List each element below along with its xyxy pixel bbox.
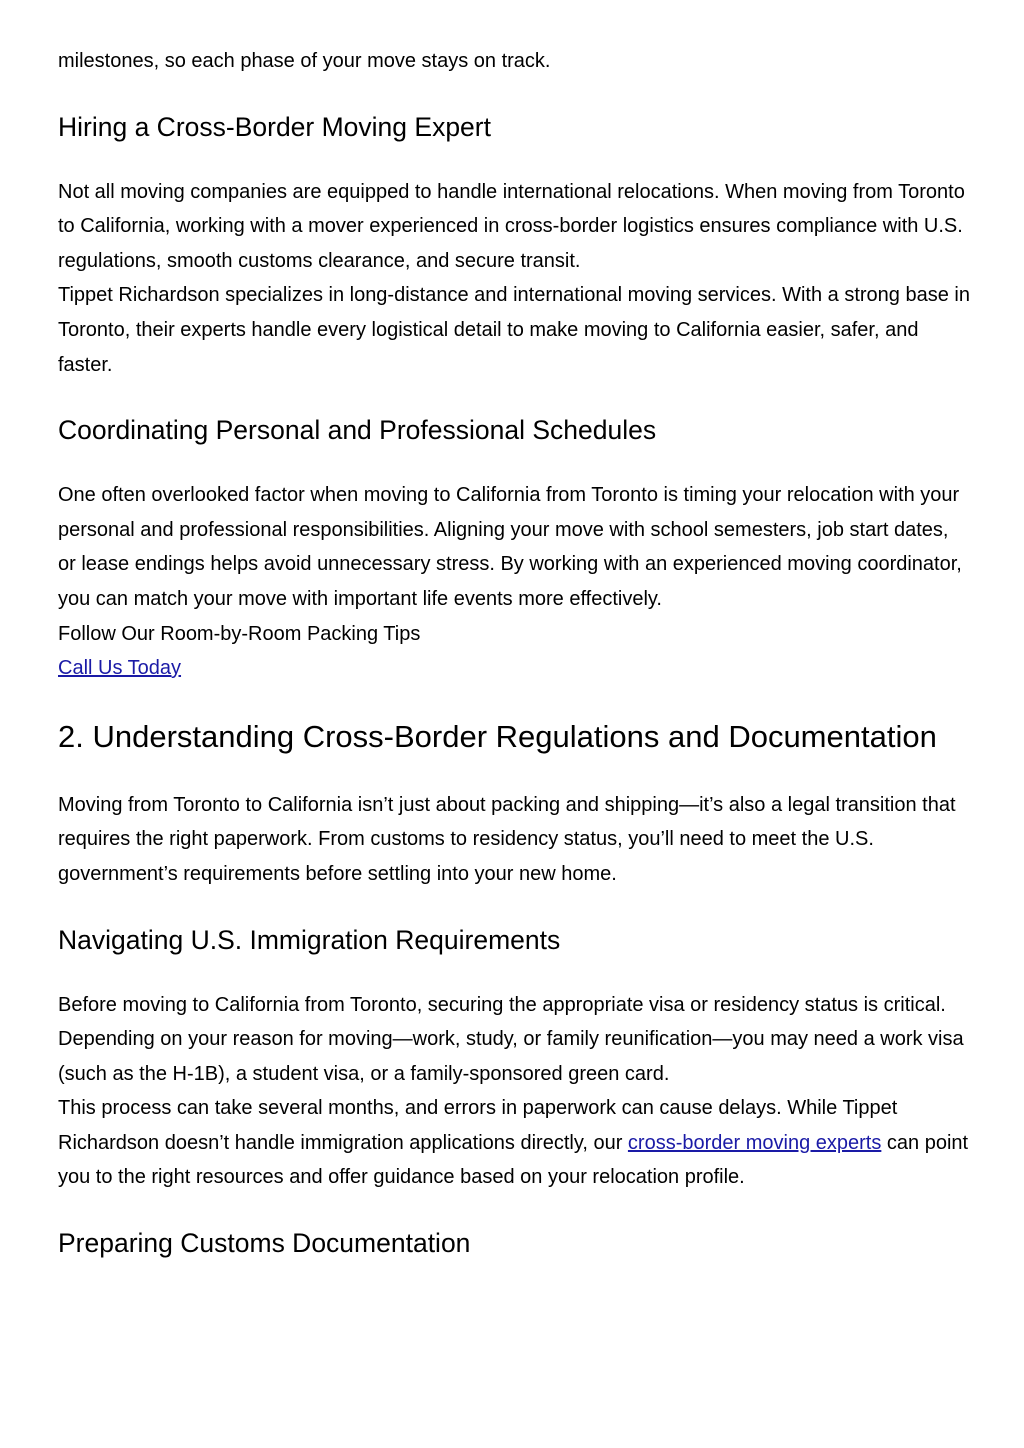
paragraph-regulations-1: Moving from Toronto to California isn’t just about packing and shipping—it’s also a legal transition that requires the right paperwork. From customs to residency status, you’ll need to meet the U.S. government’s requirements before settling into your new home. [58,793,956,885]
paragraph-immigration-1: Before moving to California from Toronto, securing the appropriate visa or residency status is critical. Depending on your reason for moving—work, study, or family reunification—you may need a work visa (such as the H-1B), a student visa, or a family-sponsored green card. [58,993,964,1085]
paragraph-hiring-2: Tippet Richardson specializes in long-distance and international moving services. With a strong base in Toronto, their experts handle every logistical detail to make moving to California easier, safer, and faster. [58,284,970,376]
heading-cross-border-regulations: 2. Understanding Cross-Border Regulations and Documentation [58,718,937,754]
continued-paragraph: milestones, so each phase of your move stays on track. [58,50,551,72]
paragraph-immigration-2 [58,1091,970,1195]
paragraph-packing-tips: Follow Our Room-by-Room Packing Tips [58,622,421,645]
heading-coordinating-schedules: Coordinating Personal and Professional Schedules [58,415,657,446]
heading-hiring-expert: Hiring a Cross-Border Moving Expert [58,111,491,142]
immigration-text-before: This process can take several months, and errors in paperwork can cause delays. While Tippet Richardson doesn’t handle immigration applications directly, our [58,1097,898,1154]
document-page [58,44,970,1260]
immigration-text-after: can point you to the right resources and offer guidance based on your relocation profile. [58,1131,969,1189]
cross-border-experts-link[interactable]: cross-border moving experts [627,1131,882,1154]
call-us-line [58,651,970,686]
heading-customs-documentation: Preparing Customs Documentation [58,1228,471,1259]
paragraph-coordinating-1: One often overlooked factor when moving to California from Toronto is timing your relocation with your personal and professional responsibilities. Aligning your move with school semesters, job start dates, or lease endings helps avoid unnecessary stress. By working with an experienced moving coordinator, you can match your move with important life events more effectively. [58,484,962,610]
heading-immigration-requirements: Navigating U.S. Immigration Requirements [58,924,561,955]
paragraph-hiring-1: Not all moving companies are equipped to handle international relocations. When moving from Toronto to California, working with a mover experienced in cross-border logistics ensures compliance with U.S. regulations, smooth customs clearance, and secure transit. [58,180,965,272]
call-us-today-link[interactable]: Call Us Today [58,657,182,680]
